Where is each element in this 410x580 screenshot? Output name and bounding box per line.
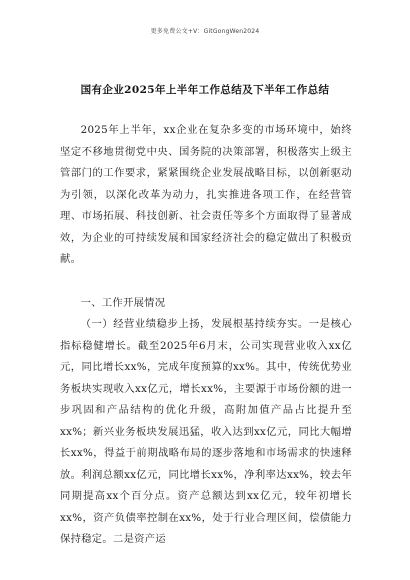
section-heading: 一、工作开展情况 — [80, 297, 166, 309]
section-one-body — [60, 314, 352, 551]
intro-section — [60, 120, 352, 271]
section-one-paragraph: （一）经营业绩稳步上扬，发展根基持续夯实。一是核心指标稳健增长。截至2025年6月末，公司实现营业收入xx亿元，同比增长xx%，完成年度预算的xx%。其中，传统优势业务板块实现收入xx亿元，增长xx%，主要源于市场份额的进一步巩固和产品结构的优化升级，高附加值产品占比提升至xx%；新兴业务板块发展迅猛，收入达到xx亿元，同比大幅增长xx%，得益于前期战略布局的逐步落地和市场需求的快速释放。利润总额xx亿元，同比增长xx%，净利率达xx%，较去年同期提高xx个百分点。资产总额达到xx亿元，较年初增长xx%，资产负债率控制在xx%，处于行业合理区间，偿债能力保持稳定。二是资产运 — [60, 318, 352, 545]
intro-paragraph: 2025年上半年，xx企业在复杂多变的市场环境中，始终坚定不移地贯彻党中央、国务院的决策部署，积极落实上级主管部门的工作要求，紧紧围绕企业发展战略目标，以创新驱动为引领，以深化改革为动力，扎实推进各项工作，在经营管理、市场拓展、科技创新、社会责任等多个方面取得了显著成效，为企业的可持续发展和国家经济社会的稳定做出了积极贡献。 — [60, 124, 352, 265]
header-watermark: 更多免费公文+V：GitGongWen2024 — [150, 28, 260, 35]
document-title: 国有企业2025年上半年工作总结及下半年工作总结 — [80, 84, 330, 96]
